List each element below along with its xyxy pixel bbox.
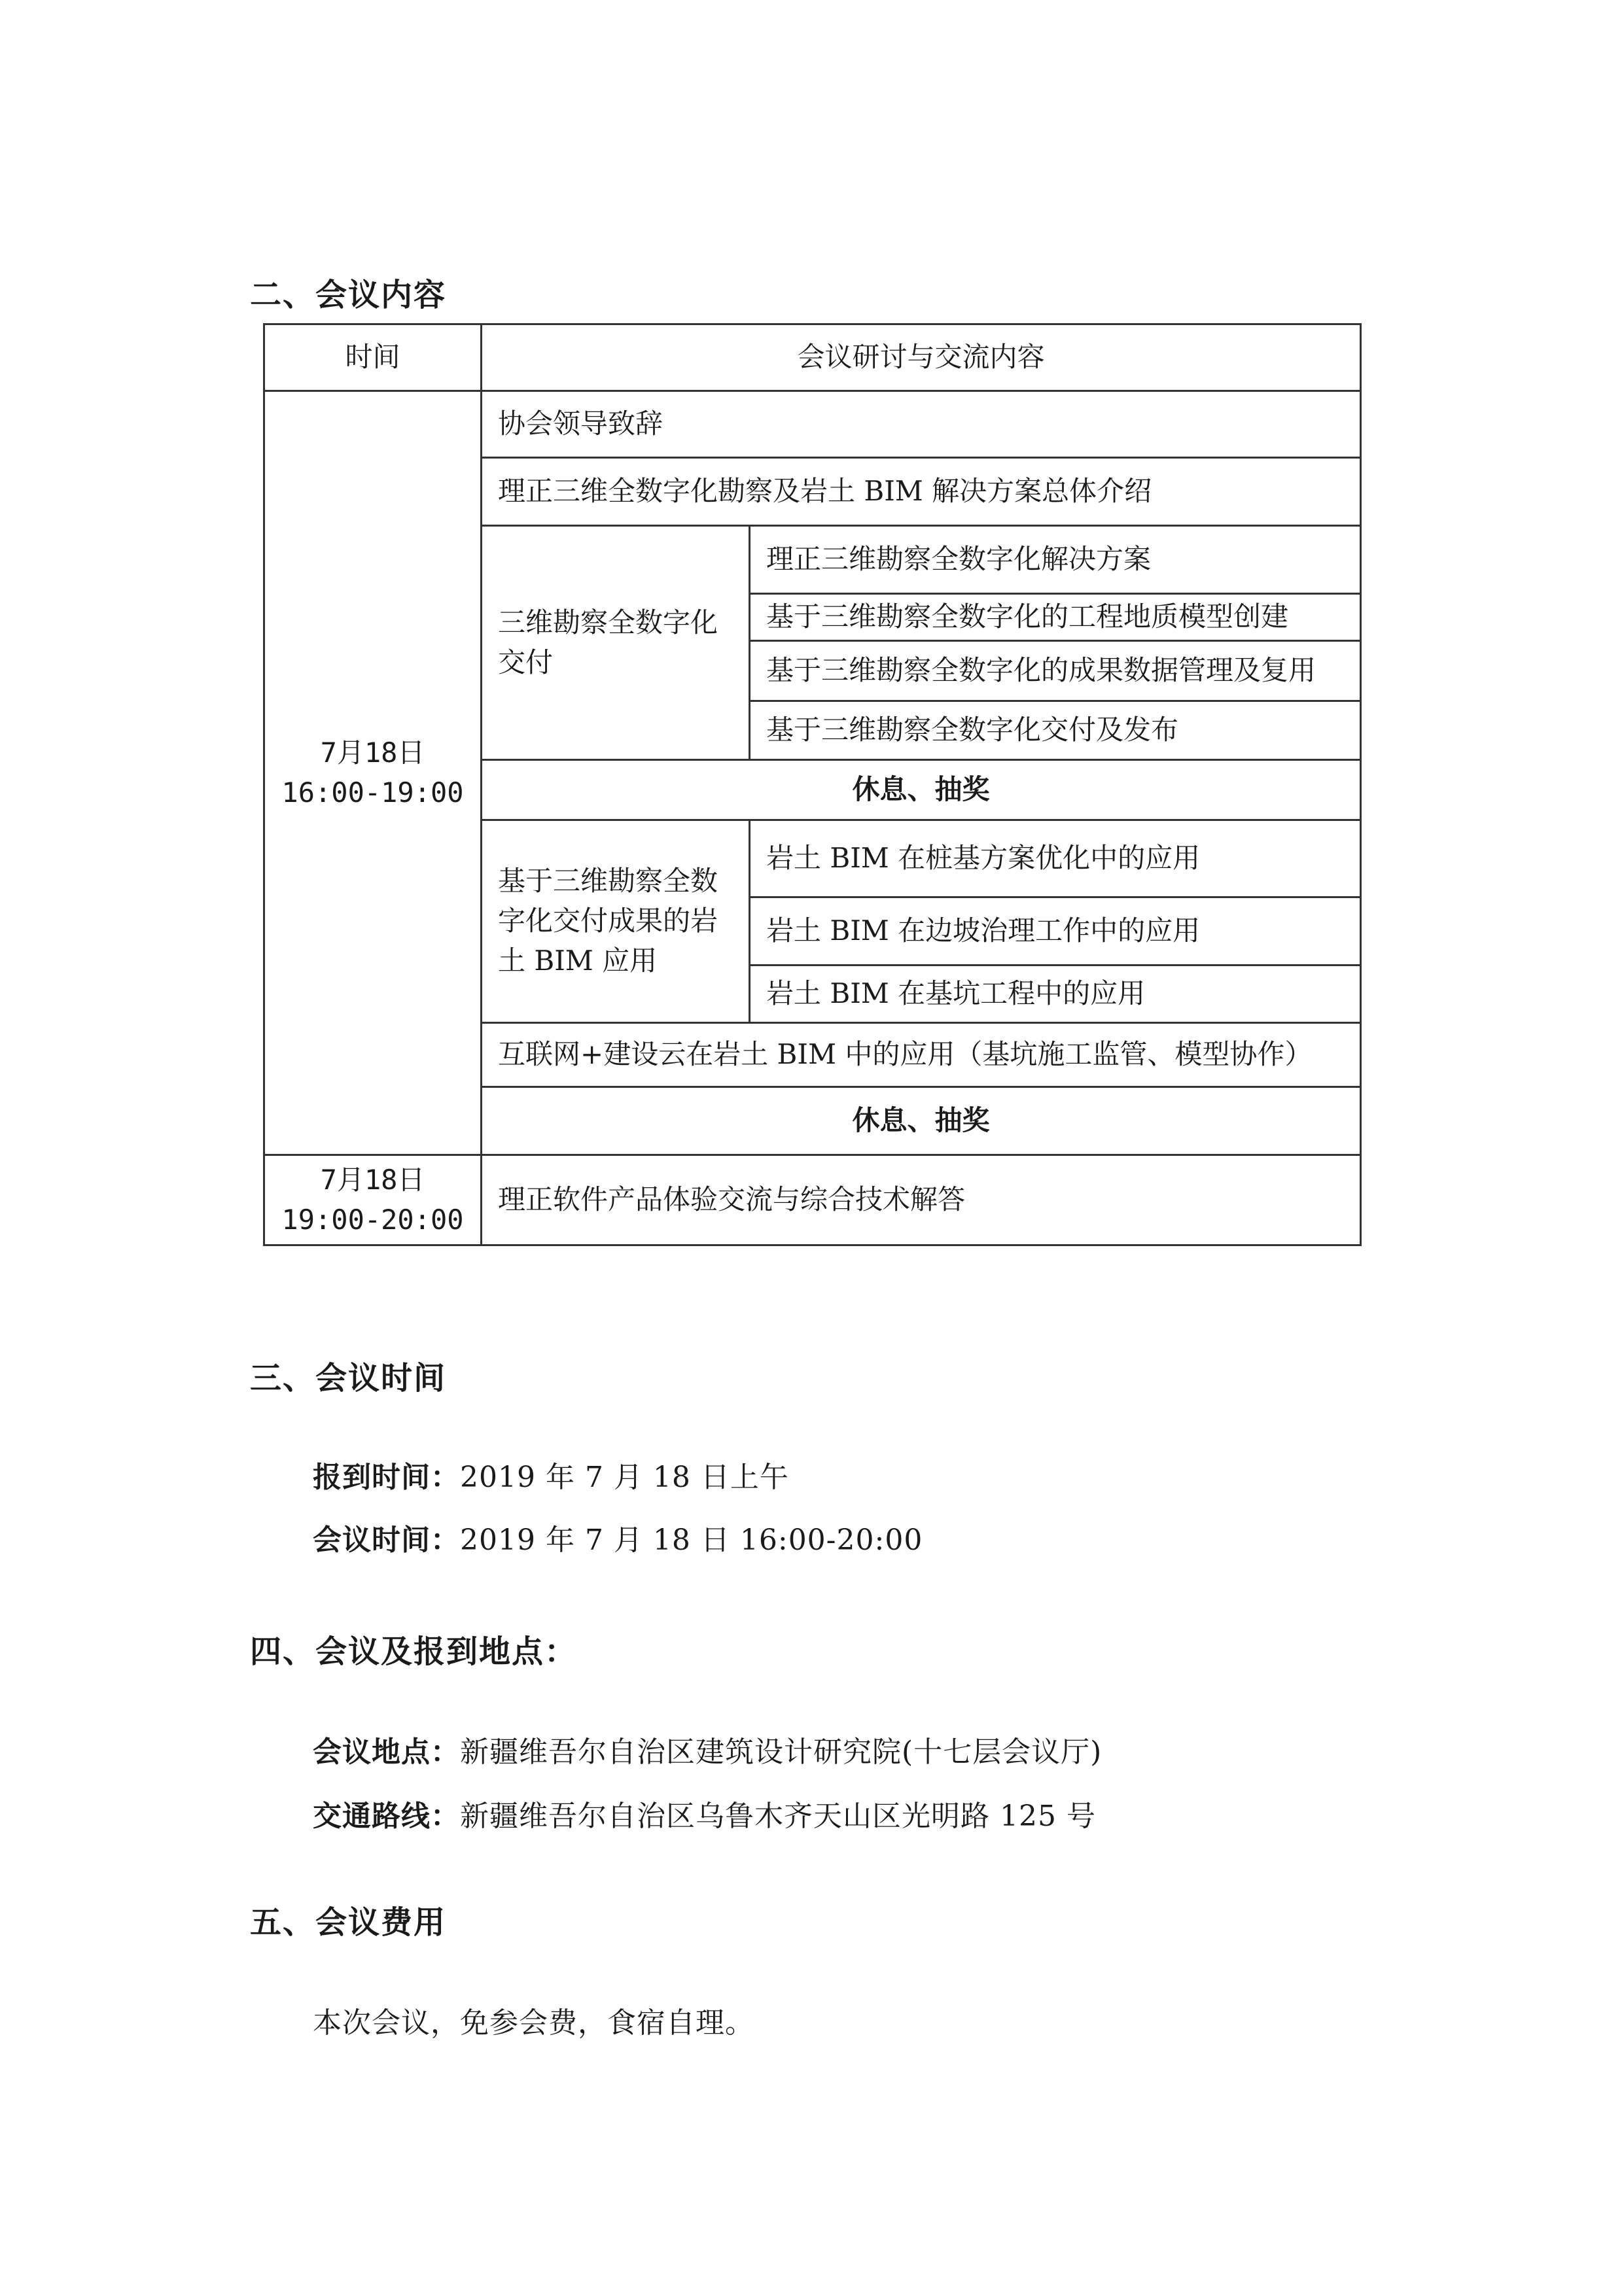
agenda-subitem: 基于三维勘察全数字化的工程地质模型创建 <box>750 594 1361 641</box>
time-cell-block-2 <box>264 1155 482 1245</box>
break-row: 休息、抽奖 <box>482 1087 1361 1155</box>
agenda-subitem: 岩土 BIM 在基坑工程中的应用 <box>750 965 1361 1023</box>
table-header-row <box>264 324 1361 391</box>
route-label: 交通路线： <box>313 1800 460 1833</box>
date-text: 7月18日 <box>320 736 425 769</box>
meeting-time-line <box>313 1516 923 1558</box>
col-header-content: 会议研讨与交流内容 <box>482 324 1361 391</box>
agenda-subitem: 岩土 BIM 在边坡治理工作中的应用 <box>750 897 1361 965</box>
agenda-item-intro: 理正三维全数字化勘察及岩土 BIM 解决方案总体介绍 <box>482 458 1361 526</box>
section-2-heading: 二、会议内容 <box>250 277 447 313</box>
agenda-item-welcome: 协会领导致辞 <box>482 391 1361 458</box>
checkin-time-label: 报到时间： <box>313 1461 460 1494</box>
time-range-text: 16:00-19:00 <box>281 776 464 809</box>
agenda-subitem: 理正三维勘察全数字化解决方案 <box>750 526 1361 594</box>
section-4-heading: 四、会议及报到地点： <box>250 1633 578 1670</box>
venue-line <box>313 1728 1102 1770</box>
section-3-heading: 三、会议时间 <box>250 1360 447 1397</box>
section-5-heading: 五、会议费用 <box>250 1904 447 1941</box>
fee-text: 本次会议，免参会费，食宿自理。 <box>313 2006 754 2040</box>
agenda-subitem: 基于三维勘察全数字化交付及发布 <box>750 701 1361 760</box>
checkin-time-line <box>313 1453 789 1495</box>
col-header-time: 时间 <box>264 324 482 391</box>
agenda-table <box>263 323 1362 1246</box>
meeting-time-value: 2019 年 7 月 18 日 16:00-20:00 <box>460 1523 923 1557</box>
date-text: 7月18日 <box>320 1163 425 1196</box>
time-range-text: 19:00-20:00 <box>281 1203 464 1236</box>
agenda-item-final: 理正软件产品体验交流与综合技术解答 <box>482 1155 1361 1245</box>
agenda-subitem: 基于三维勘察全数字化的成果数据管理及复用 <box>750 641 1361 701</box>
venue-label: 会议地点： <box>313 1735 460 1769</box>
group-label-delivery: 三维勘察全数字化交付 <box>482 526 750 760</box>
table-row <box>264 391 1361 458</box>
checkin-time-value: 2019 年 7 月 18 日上午 <box>460 1461 789 1494</box>
time-cell-block-1 <box>264 391 482 1155</box>
break-row: 休息、抽奖 <box>482 760 1361 820</box>
group-label-bim: 基于三维勘察全数字化交付成果的岩土 BIM 应用 <box>482 820 750 1023</box>
agenda-subitem: 岩土 BIM 在桩基方案优化中的应用 <box>750 820 1361 897</box>
table-row <box>264 1155 1361 1245</box>
venue-value: 新疆维吾尔自治区建筑设计研究院(十七层会议厅) <box>460 1735 1103 1769</box>
route-value: 新疆维吾尔自治区乌鲁木齐天山区光明路 125 号 <box>460 1800 1096 1833</box>
route-line <box>313 1792 1096 1834</box>
agenda-item-cloud: 互联网+建设云在岩土 BIM 中的应用（基坑施工监管、模型协作） <box>482 1023 1361 1087</box>
meeting-time-label: 会议时间： <box>313 1523 460 1557</box>
